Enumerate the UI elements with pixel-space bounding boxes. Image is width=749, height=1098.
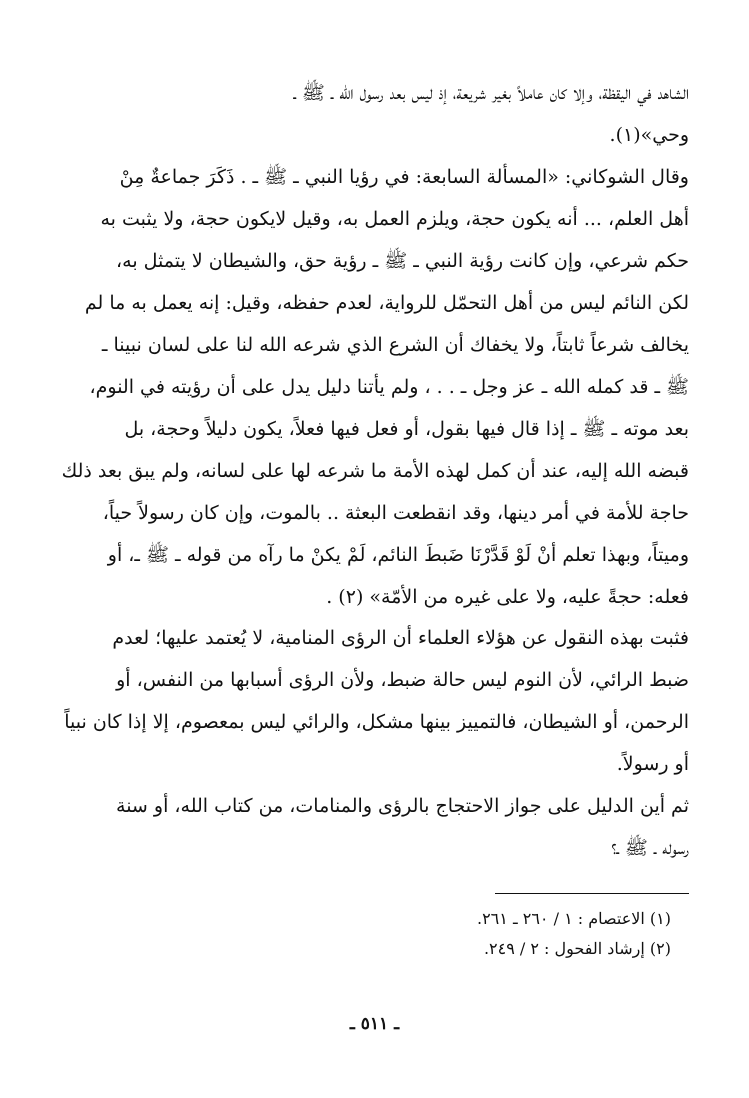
text-line: لكن النائم ليس من أهل التحمّل للرواية، لعدم حفظه، وقيل: إنه يعمل به ما لم bbox=[84, 292, 689, 314]
text-line: ضبط الرائي، لأن النوم ليس حالة ضبط، ولأن الرؤى أسبابها من النفس، أو bbox=[116, 669, 689, 691]
text-line: وقال الشوكاني: «المسألة السابعة: في رؤيا النبي ـ ﷺ ـ . ذَكَرَ جماعةٌ مِنْ bbox=[119, 166, 689, 188]
paragraph-2 bbox=[59, 156, 689, 618]
text-line: رسوله ـ ﷺ ـ؟ bbox=[611, 837, 689, 859]
page-number: ـ ٥١١ ـ bbox=[349, 1014, 400, 1034]
text-line: وميتاً، وبهذا تعلم أنْ لَوْ قَدَّرْنَا ضَبطَ النائم، لَمْ يكنْ ما رآه من قوله ـ ﷺ ـ، أو bbox=[107, 544, 689, 566]
paragraph-4 bbox=[59, 785, 689, 869]
text-line: الشاهد في اليقظة، وإلا كان عاملاً بغير شريعة، إذ ليس بعد رسول الله ـ ﷺ ـ bbox=[293, 82, 689, 104]
text-line: الرحمن، أو الشيطان، فالتمييز بينها مشكل، والرائي ليس بمعصوم، إلا إذا كان نبياً bbox=[64, 711, 689, 733]
text-line: حاجة للأمة في أمر دينها، وقد انقطعت البعثة .. بالموت، وإن كان رسولاً حياً، bbox=[102, 502, 689, 524]
footnote-divider bbox=[495, 893, 689, 894]
text-line: قبضه الله إليه، عند أن كمل لهذه الأمة ما شرعه لها على لسانه، ولم يبق بعد ذلك bbox=[61, 460, 689, 482]
text-line: وحي»(١). bbox=[609, 124, 689, 146]
footnotes bbox=[71, 904, 671, 964]
text-line: أهل العلم، ... أنه يكون حجة، ويلزم العمل به، وقيل لايكون حجة، ولا يثبت به bbox=[100, 208, 689, 230]
text-line: أو رسولاً. bbox=[616, 753, 689, 775]
text-line: ﷺ ـ قد كمله الله ـ عز وجل ـ . . ، ولم يأتنا دليل يدل على أن رؤيته في النوم، bbox=[89, 376, 689, 398]
footnote-2: (٢) إرشاد الفحول : ٢ / ٢٤٩. bbox=[483, 939, 671, 958]
text-line: فعله: حجةً عليه، ولا على غيره من الأمّة» (٢) . bbox=[326, 586, 689, 608]
text-line: بعد موته ـ ﷺ ـ إذا قال فيها بقول، أو فعل فيها فعلاً، يكون دليلاً وحجة، بل bbox=[124, 418, 689, 440]
text-line: حكم شرعي، وإن كانت رؤية النبي ـ ﷺ ـ رؤية حق، والشيطان لا يتمثل به، bbox=[116, 250, 689, 272]
footnote-1: (١) الاعتصام : ١ / ٢٦٠ ـ ٢٦١. bbox=[476, 909, 671, 928]
text-line: يخالف شرعاً ثابتاً، ولا يخفاك أن الشرع الذي شرعه الله لنا على لسان نبينا ـ bbox=[101, 334, 689, 356]
paragraph-3 bbox=[59, 617, 689, 785]
text-line: ثم أين الدليل على جواز الاحتجاج بالرؤى والمنامات، من كتاب الله، أو سنة bbox=[116, 795, 689, 817]
text-line: فثبت بهذه النقول عن هؤلاء العلماء أن الرؤى المنامية، لا يُعتمد عليها؛ لعدم bbox=[112, 627, 689, 649]
paragraph-1 bbox=[59, 72, 689, 156]
